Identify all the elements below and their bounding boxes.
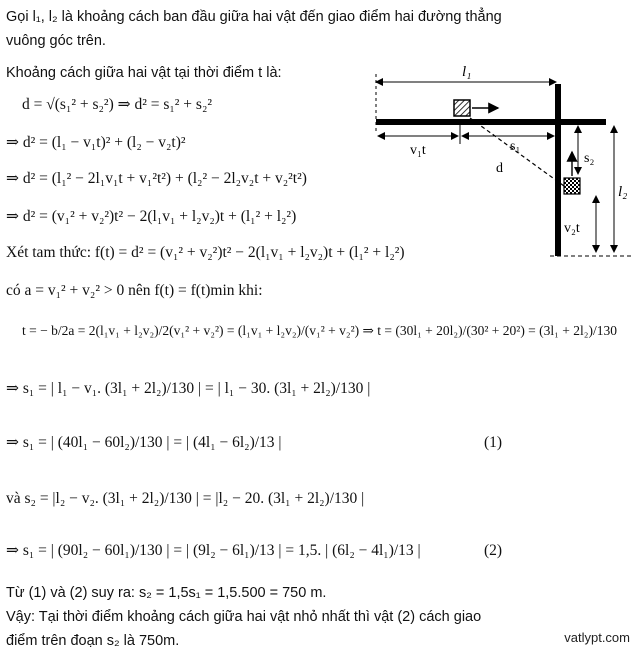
- equation-6: có a = v₁² + v₂² > 0 nên f(t) = f(t)min khi:: [6, 282, 263, 299]
- distance-heading: Khoảng cách giữa hai vật tại thời điểm t là:: [6, 65, 282, 81]
- v1t-label: v₁t: [410, 143, 426, 158]
- equation-1: d = √(s₁² + s₂²) ⇒ d² = s₁² + s₂²: [22, 96, 213, 113]
- equation-4: ⇒ d² = (v₁² + v₂²)t² − 2(l₁v₁ + l₂v₂)t + (l₁² + l₂²): [6, 208, 297, 225]
- equation-2: ⇒ d² = (l₁ − v₁t)² + (l₂ − v₂t)²: [6, 134, 186, 151]
- equation-9-tag: (1): [484, 434, 503, 451]
- l2-label: l₂: [618, 184, 628, 200]
- watermark: vatlypt.com: [564, 630, 630, 645]
- intro-line-2: vuông góc trên.: [6, 33, 106, 49]
- v2t-label: v₂t: [564, 221, 580, 236]
- equation-3: ⇒ d² = (l₁² − 2l₁v₁t + v₁²t²) + (l₂² − 2l₂v₂t + v₂²t²): [6, 170, 307, 187]
- conclusion-line-1: Từ (1) và (2) suy ra: s₂ = 1,5s₁ = 1,5.500 = 750 m.: [6, 585, 327, 601]
- l1-label: l₁: [462, 64, 472, 80]
- equation-10: và s₂ = |l₂ − v₂. (3l₁ + 2l₂)/130 | = |l₂ − 20. (3l₁ + 2l₂)/130 |: [6, 490, 365, 507]
- equation-5: Xét tam thức: f(t) = d² = (v₁² + v₂²)t² − 2(l₁v₁ + l₂v₂)t + (l₁² + l₂²): [6, 244, 405, 261]
- distance-d-line: [470, 118, 564, 186]
- object-1: [454, 100, 470, 116]
- s1-label: s₁: [510, 139, 521, 154]
- conclusion-line-3: điểm trên đoạn s₂ là 750m.: [6, 633, 180, 649]
- equation-11-tag: (2): [484, 542, 503, 559]
- equation-9: ⇒ s₁ = | (40l₁ − 60l₂)/130 | = | (4l₁ − 6l₂)/13 |: [6, 434, 282, 451]
- intro-line-1: Gọi l₁, l₂ là khoảng cách ban đầu giữa hai vật đến giao điểm hai đường thẳng: [6, 9, 502, 25]
- equation-8: ⇒ s₁ = | l₁ − v₁. (3l₁ + 2l₂)/130 | = | l₁ − 30. (3l₁ + 2l₂)/130 |: [6, 380, 371, 397]
- d-label: d: [496, 161, 503, 176]
- object-2: [564, 178, 580, 194]
- equation-7: t = − b/2a = 2(l₁v₁ + l₂v₂)/2(v₁² + v₂²) = (l₁v₁ + l₂v₂)/(v₁² + v₂²) ⇒ t = (30l₁ + 20l₂)/(30² + 20²) = (3l₁ + 2l₂)/130: [22, 323, 617, 338]
- motion-diagram: [370, 64, 634, 264]
- s2-label: s₂: [584, 151, 595, 166]
- equation-11: ⇒ s₁ = | (90l₂ − 60l₁)/130 | = | (9l₂ − 6l₁)/13 | = 1,5. | (6l₂ − 4l₁)/13 |: [6, 542, 421, 559]
- conclusion-line-2: Vậy: Tại thời điểm khoảng cách giữa hai vật nhỏ nhất thì vật (2) cách giao: [6, 609, 482, 625]
